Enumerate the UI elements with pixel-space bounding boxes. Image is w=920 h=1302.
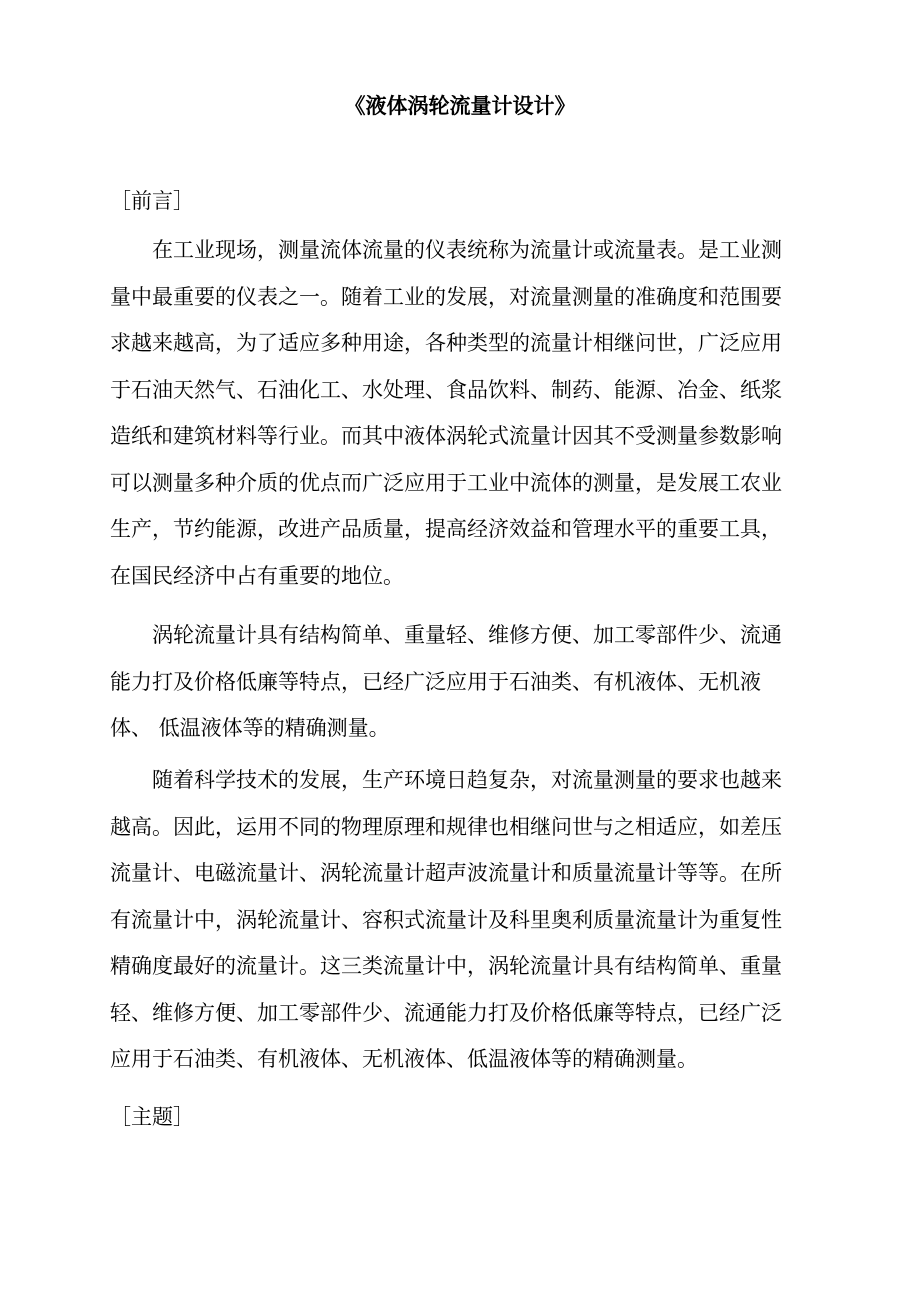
text-line: 量中最重要的仪表之一。随着工业的发展，对流量测量的准确度和范围要 [110, 284, 782, 309]
section-heading-topic: ［主题］ [110, 1105, 194, 1129]
text-line: 轻、维修方便、加工零部件少、流通能力打及价格低廉等特点，已经广泛 [110, 1000, 782, 1025]
text-line: 流量计、电磁流量计、涡轮流量计超声波流量计和质量流量计等等。在所 [110, 861, 782, 885]
document-title: 《液体涡轮流量计设计》 [344, 93, 576, 118]
text-line: 应用于石油类、有机液体、无机液体、低温液体等的精确测量。 [110, 1047, 698, 1071]
text-line: 涡轮流量计具有结构简单、重量轻、维修方便、加工零部件少、流通 [152, 623, 782, 647]
paragraph-2 [110, 612, 810, 752]
text-line: 随着科学技术的发展，生产环境日趋复杂，对流量测量的要求也越来 [152, 768, 782, 792]
paragraph-1 [110, 227, 810, 599]
text-line: 越高。因此，运用不同的物理原理和规律也相继问世与之相适应，如差压 [110, 814, 782, 839]
text-line: 体、 低温液体等的精确测量。 [110, 716, 390, 740]
text-line: 在国民经济中占有重要的地位。 [110, 563, 404, 588]
section-heading-preface: ［前言］ [110, 189, 194, 213]
text-line: 有流量计中，涡轮流量计、容积式流量计及科里奥利质量流量计为重复性 [110, 907, 782, 932]
text-line: 于石油天然气、石油化工、水处理、食品饮料、制药、能源、冶金、纸浆 [110, 377, 782, 402]
text-line: 可以测量多种介质的优点而广泛应用于工业中流体的测量，是发展工农业 [110, 470, 782, 495]
text-line: 精确度最好的流量计。这三类流量计中，涡轮流量计具有结构简单、重量 [110, 954, 782, 978]
text-line: 能力打及价格低廉等特点，已经广泛应用于石油类、有机液体、无机液 [110, 669, 761, 694]
text-line: 生产，节约能源，改进产品质量，提高经济效益和管理水平的重要工具， [110, 517, 782, 541]
text-line: 求越来越高，为了适应多种用途，各种类型的流量计相继问世，广泛应用 [110, 331, 782, 355]
text-line: 造纸和建筑材料等行业。而其中液体涡轮式流量计因其不受测量参数影响 [110, 424, 782, 448]
text-line: 在工业现场，测量流体流量的仪表统称为流量计或流量表。是工业测 [152, 238, 782, 262]
paragraph-3 [110, 757, 810, 1083]
